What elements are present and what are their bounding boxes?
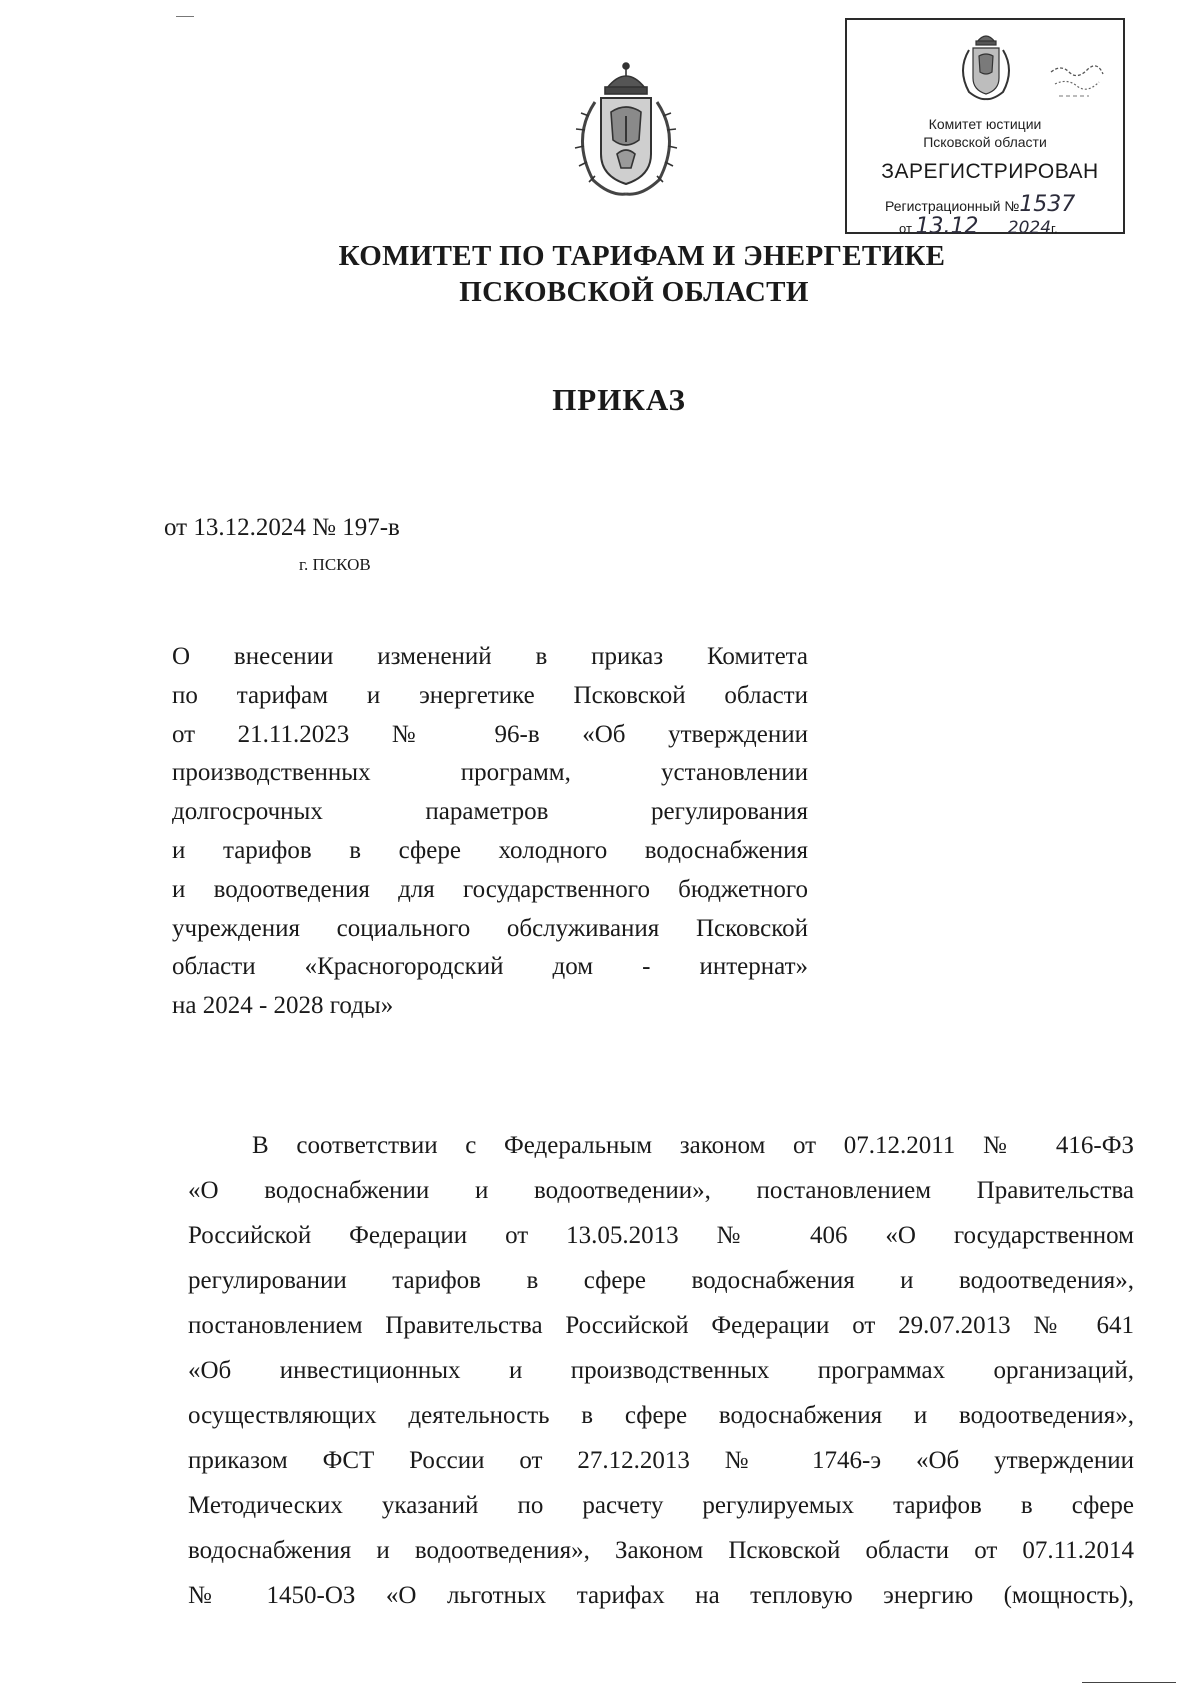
body-line: Методических указаний по расчету регулируемых тарифов в сфере	[188, 1492, 1134, 1519]
order-body-paragraph	[188, 1123, 1134, 1618]
stamp-org-line-1: Комитет юстиции	[928, 116, 1042, 132]
committee-title-line-1: КОМИТЕТ ПО ТАРИФАМ И ЭНЕРГЕТИКЕ	[338, 240, 946, 272]
stamp-emblem-icon	[955, 28, 1017, 102]
subject-line: от 21.11.2023 № 96-в «Об утверждении	[172, 720, 808, 748]
body-line: «Об инвестиционных и производственных программах организаций,	[188, 1357, 1134, 1384]
stamp-org-line-2: Псковской области	[923, 134, 1047, 150]
order-title: ПРИКАЗ	[552, 382, 686, 417]
stamp-date	[899, 214, 1058, 239]
order-subject	[172, 638, 808, 1026]
order-city: г. ПСКОВ	[299, 555, 371, 574]
coat-of-arms-emblem	[565, 58, 687, 200]
stamp-date-prefix: от	[899, 221, 912, 236]
subject-line: учреждения социального обслуживания Псковской	[172, 914, 808, 942]
stamp-date-day-month: 13.12	[915, 214, 979, 239]
committee-title-line-2: ПСКОВСКОЙ ОБЛАСТИ	[459, 276, 809, 308]
body-line: «О водоснабжении и водоотведении», постановлением Правительства	[188, 1177, 1134, 1204]
subject-line: и водоотведения для государственного бюджетного	[172, 875, 808, 903]
order-date-number: от 13.12.2024 № 197-в	[164, 514, 400, 541]
body-line: водоснабжения и водоотведения», Законом Псковской области от 07.11.2014	[188, 1537, 1134, 1564]
footer-rule	[1082, 1682, 1176, 1683]
stamp-date-year: 2024	[1007, 218, 1052, 238]
stamp-date-suffix: г.	[1051, 221, 1058, 236]
body-line: постановлением Правительства Российской Федерации от 29.07.2013 № 641	[188, 1312, 1134, 1339]
body-line: приказом ФСТ России от 27.12.2013 № 1746-э «Об утверждении	[188, 1447, 1134, 1474]
subject-line: О внесении изменений в приказ Комитета	[172, 643, 808, 670]
body-line: регулировании тарифов в сфере водоснабжения и водоотведения»,	[188, 1267, 1134, 1294]
subject-line: долгосрочных параметров регулирования	[172, 798, 808, 826]
subject-line: производственных программ, установлении	[172, 759, 808, 787]
subject-line: области «Красногородский дом - интернат»	[172, 953, 808, 981]
body-line: В соответствии с Федеральным законом от 07.12.2011 № 416-ФЗ	[252, 1132, 1134, 1159]
stamp-status: ЗАРЕГИСТРИРОВАН	[881, 160, 1099, 183]
body-line: осуществляющих деятельность в сфере водоснабжения и водоотведения»,	[188, 1402, 1134, 1429]
body-line: Российской Федерации от 13.05.2013 № 406 «О государственном	[188, 1222, 1134, 1249]
signature-mark	[1047, 50, 1107, 110]
stamp-reg-label: Регистрационный №	[885, 198, 1020, 214]
scan-artifact	[176, 16, 194, 17]
stamp-reg-number: 1537	[1019, 192, 1076, 217]
subject-line: по тарифам и энергетике Псковской области	[172, 681, 808, 709]
body-line: № 1450-ОЗ «О льготных тарифах на тепловую энергию (мощность),	[188, 1582, 1134, 1609]
registration-stamp	[845, 18, 1125, 239]
subject-line: и тарифов в сфере холодного водоснабжения	[172, 836, 808, 864]
subject-line: на 2024 - 2028 годы»	[172, 992, 394, 1020]
